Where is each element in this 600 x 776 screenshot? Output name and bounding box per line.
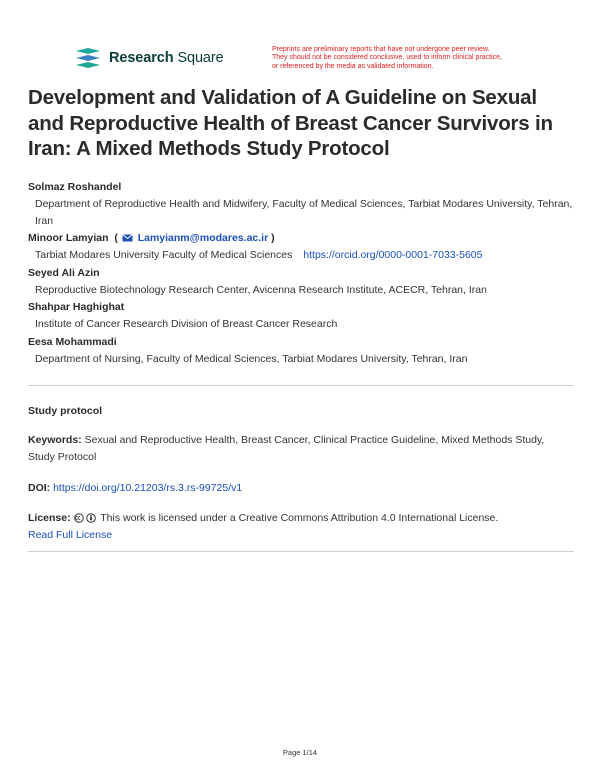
doi-label: DOI: <box>28 482 51 494</box>
author-email-link[interactable]: Lamyianm@modares.ac.ir <box>137 232 269 244</box>
keywords-label: Keywords: <box>28 434 82 446</box>
paper-title: Development and Validation of A Guideline on Sexual and Reproductive Health of Breast Cancer Survivors in Iran: A Mixed Methods Study Protocol <box>28 86 553 160</box>
author-name: Seyed Ali Azin <box>28 266 100 279</box>
author-name: Shahpar Haghighat <box>28 301 125 313</box>
author-affiliation: Reproductive Biotechnology Research Center, Avicenna Research Institute, ACECR, Tehran, Iran <box>35 283 487 296</box>
section-divider <box>28 385 574 386</box>
orcid-link[interactable]: https://orcid.org/0000-0001-7033-5605 <box>303 249 483 261</box>
read-full-license-link[interactable]: Read Full License <box>28 528 113 541</box>
section-divider <box>28 551 574 552</box>
author-affiliation: Institute of Cancer Research Division of Breast Cancer Research <box>35 318 338 330</box>
author-entry <box>28 181 576 229</box>
attribution-icon <box>86 513 96 523</box>
author-affiliation: Tarbiat Modares University Faculty of Medical Sciences https://orcid.org/0000-0001-7033-5605 <box>35 249 483 261</box>
license-text: This work is licensed under a Creative Commons Attribution 4.0 International License. <box>100 512 499 524</box>
doi <box>28 480 574 497</box>
author-entry <box>28 336 576 368</box>
page-number: Page 1/14 <box>282 748 318 757</box>
author-entry <box>28 232 576 264</box>
author-name: Solmaz Roshandel <box>28 181 122 193</box>
article-type: Study protocol <box>28 405 103 417</box>
research-square-logo-icon <box>74 47 102 69</box>
preprint-notice: Preprints are preliminary reports that have not undergone peer review. They should not be considered conclusive, used to inform clinical practice, or referenced by the media as validated information. <box>272 46 502 70</box>
license-label: License: <box>28 512 71 524</box>
author-name: Eesa Mohammadi <box>28 335 117 348</box>
author-name: Minoor Lamyian ( Lamyianm@modares.ac.ir ) <box>28 232 275 244</box>
creative-commons-icon <box>74 513 84 523</box>
author-affiliation: Department of Nursing, Faculty of Medical Sciences, Tarbiat Modares University, Tehran, Iran <box>35 352 468 365</box>
author-list <box>28 181 576 367</box>
keywords <box>28 432 574 465</box>
license <box>28 510 574 543</box>
author-entry <box>28 267 576 299</box>
envelope-icon <box>122 234 133 242</box>
brand-name: Research Square <box>109 50 224 66</box>
author-affiliation: Department of Reproductive Health and Midwifery, Faculty of Medical Sciences, Tarbiat Modares University, Tehran, Iran <box>35 198 573 227</box>
author-entry <box>28 301 576 333</box>
doi-link[interactable]: https://doi.org/10.21203/rs.3.rs-99725/v1 <box>53 482 243 494</box>
research-square-logo[interactable] <box>74 47 224 69</box>
keywords-value: Sexual and Reproductive Health, Breast Cancer, Clinical Practice Guideline, Mixed Methods Study, Study Protocol <box>28 434 545 463</box>
